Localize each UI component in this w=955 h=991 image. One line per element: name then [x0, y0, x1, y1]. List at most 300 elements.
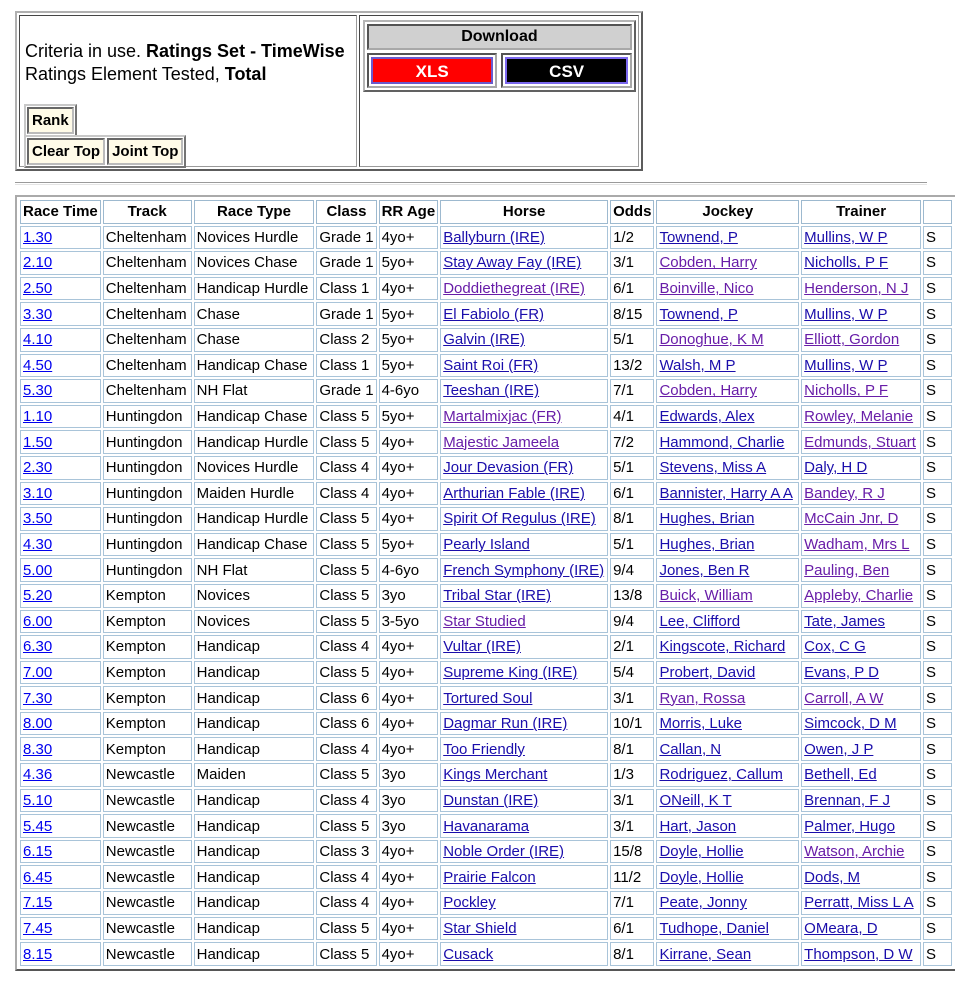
- jockey-link[interactable]: Townend, P: [659, 305, 738, 323]
- horse-cell: [440, 328, 608, 352]
- jockey-cell: [656, 226, 799, 250]
- results-table: [18, 198, 954, 968]
- horse-link[interactable]: Cusack: [443, 945, 494, 963]
- rr-age-cell: 4-6yo: [379, 558, 439, 582]
- table-row: [20, 251, 952, 275]
- jockey-link[interactable]: Walsh, M P: [659, 356, 736, 374]
- rr-age-cell: 3yo: [379, 584, 439, 608]
- rr-age-cell: 5yo+: [379, 405, 439, 429]
- col-header-rr-age: RR Age: [379, 200, 439, 224]
- race-time-link[interactable]: 1.30: [23, 228, 53, 246]
- horse-cell: [440, 942, 608, 966]
- race-time-cell: [20, 891, 101, 915]
- horse-cell: [440, 712, 608, 736]
- race-time-link[interactable]: 7.45: [23, 919, 53, 937]
- element-prefix: Ratings Element Tested,: [25, 64, 225, 84]
- extra-cell: S: [923, 482, 952, 506]
- odds-cell: 6/1: [610, 482, 654, 506]
- horse-link[interactable]: Tortured Soul: [443, 689, 533, 707]
- horse-link[interactable]: Spirit Of Regulus (IRE): [443, 510, 596, 528]
- criteria-panel: [15, 11, 643, 171]
- trainer-link[interactable]: Palmer, Hugo: [804, 817, 896, 835]
- trainer-link[interactable]: Daly, H D: [804, 459, 868, 477]
- jockey-link[interactable]: Callan, N: [659, 740, 722, 758]
- track-cell: Kempton: [103, 712, 192, 736]
- race-type-cell: Handicap Chase: [194, 354, 315, 378]
- race-time-cell: [20, 277, 101, 301]
- class-cell: Class 5: [316, 533, 376, 557]
- csv-download-button[interactable]: CSV: [505, 57, 628, 84]
- trainer-link[interactable]: Bandey, R J: [804, 484, 885, 502]
- clear-top-button[interactable]: Clear Top: [27, 138, 105, 165]
- race-time-cell: [20, 354, 101, 378]
- jockey-link[interactable]: Boinville, Nico: [659, 280, 754, 298]
- rank-box: [24, 104, 77, 137]
- extra-cell: S: [923, 533, 952, 557]
- jockey-link[interactable]: Probert, David: [659, 663, 756, 681]
- jockey-link[interactable]: Ryan, Rossa: [659, 689, 746, 707]
- race-type-cell: Handicap: [194, 865, 315, 889]
- race-time-cell: [20, 789, 101, 813]
- jockey-link[interactable]: Donoghue, K M: [659, 331, 764, 349]
- extra-cell: S: [923, 661, 952, 685]
- trainer-cell: [801, 661, 921, 685]
- element-value: Total: [224, 64, 267, 84]
- horse-link[interactable]: Stay Away Fay (IRE): [443, 254, 582, 272]
- table-row: [20, 737, 952, 761]
- jockey-cell: [656, 789, 799, 813]
- class-cell: Class 4: [316, 737, 376, 761]
- race-time-cell: [20, 558, 101, 582]
- race-time-link[interactable]: 2.10: [23, 254, 53, 272]
- trainer-link[interactable]: Carroll, A W: [804, 689, 884, 707]
- trainer-link[interactable]: Wadham, Mrs L: [804, 536, 910, 554]
- jockey-cell: [656, 635, 799, 659]
- jockey-link[interactable]: Doyle, Hollie: [659, 868, 744, 886]
- trainer-link[interactable]: Owen, J P: [804, 740, 874, 758]
- class-cell: Class 5: [316, 763, 376, 787]
- trainer-link[interactable]: Simcock, D M: [804, 715, 897, 733]
- xls-wrap: [367, 53, 498, 88]
- race-time-link[interactable]: 5.00: [23, 561, 53, 579]
- race-time-link[interactable]: 1.50: [23, 433, 53, 451]
- race-type-cell: Novices Chase: [194, 251, 315, 275]
- track-cell: Huntingdon: [103, 533, 192, 557]
- table-row: [20, 917, 952, 941]
- trainer-link[interactable]: McCain Jnr, D: [804, 510, 899, 528]
- race-time-link[interactable]: 7.30: [23, 689, 53, 707]
- class-cell: Class 4: [316, 789, 376, 813]
- trainer-link[interactable]: Edmunds, Stuart: [804, 433, 916, 451]
- results-body: [20, 226, 952, 966]
- horse-link[interactable]: Ballyburn (IRE): [443, 228, 545, 246]
- odds-cell: 15/8: [610, 840, 654, 864]
- rr-age-cell: 5yo+: [379, 251, 439, 275]
- class-cell: Class 3: [316, 840, 376, 864]
- trainer-cell: [801, 942, 921, 966]
- race-time-link[interactable]: 8.30: [23, 740, 53, 758]
- horse-cell: [440, 661, 608, 685]
- class-cell: Class 5: [316, 661, 376, 685]
- jockey-link[interactable]: Hammond, Charlie: [659, 433, 785, 451]
- jockey-link[interactable]: Morris, Luke: [659, 715, 742, 733]
- race-time-cell: [20, 456, 101, 480]
- trainer-cell: [801, 610, 921, 634]
- race-type-cell: Handicap: [194, 737, 315, 761]
- track-cell: Cheltenham: [103, 226, 192, 250]
- jockey-cell: [656, 456, 799, 480]
- trainer-link[interactable]: Nicholls, P F: [804, 254, 889, 272]
- class-cell: Grade 1: [316, 379, 376, 403]
- odds-cell: 8/15: [610, 302, 654, 326]
- rr-age-cell: 5yo+: [379, 533, 439, 557]
- trainer-link[interactable]: Perratt, Miss L A: [804, 894, 914, 912]
- trainer-cell: [801, 635, 921, 659]
- trainer-link[interactable]: Elliott, Gordon: [804, 331, 900, 349]
- race-type-cell: Novices Hurdle: [194, 226, 315, 250]
- race-type-cell: Handicap Hurdle: [194, 507, 315, 531]
- race-time-cell: [20, 328, 101, 352]
- track-cell: Newcastle: [103, 789, 192, 813]
- odds-cell: 8/1: [610, 507, 654, 531]
- jockey-link[interactable]: Buick, William: [659, 587, 753, 605]
- extra-cell: S: [923, 917, 952, 941]
- trainer-link[interactable]: Henderson, N J: [804, 280, 909, 298]
- csv-wrap: [501, 53, 632, 88]
- trainer-link[interactable]: Brennan, F J: [804, 791, 891, 809]
- table-row: [20, 430, 952, 454]
- jockey-link[interactable]: Cobden, Harry: [659, 382, 757, 400]
- trainer-link[interactable]: Mullins, W P: [804, 228, 888, 246]
- jockey-link[interactable]: Kirrane, Sean: [659, 945, 752, 963]
- class-cell: Class 5: [316, 917, 376, 941]
- race-time-link[interactable]: 5.45: [23, 817, 53, 835]
- trainer-link[interactable]: Cox, C G: [804, 638, 866, 656]
- race-time-cell: [20, 430, 101, 454]
- odds-cell: 9/4: [610, 558, 654, 582]
- race-time-link[interactable]: 4.30: [23, 536, 53, 554]
- horse-cell: [440, 482, 608, 506]
- race-time-link[interactable]: 5.30: [23, 382, 53, 400]
- extra-cell: S: [923, 354, 952, 378]
- extra-cell: S: [923, 763, 952, 787]
- rr-age-cell: 4yo+: [379, 712, 439, 736]
- download-header: Download: [367, 24, 632, 50]
- jockey-link[interactable]: Lee, Clifford: [659, 612, 741, 630]
- horse-cell: [440, 226, 608, 250]
- trainer-link[interactable]: Nicholls, P F: [804, 382, 889, 400]
- extra-cell: S: [923, 635, 952, 659]
- class-cell: Grade 1: [316, 251, 376, 275]
- track-cell: Kempton: [103, 686, 192, 710]
- rr-age-cell: 4yo+: [379, 456, 439, 480]
- odds-cell: 7/1: [610, 379, 654, 403]
- odds-cell: 2/1: [610, 635, 654, 659]
- odds-cell: 5/1: [610, 456, 654, 480]
- extra-cell: S: [923, 686, 952, 710]
- jockey-link[interactable]: ONeill, K T: [659, 791, 732, 809]
- table-row: [20, 226, 952, 250]
- horse-link[interactable]: Noble Order (IRE): [443, 843, 565, 861]
- download-cell: [359, 15, 639, 167]
- jockey-link[interactable]: Bannister, Harry A A: [659, 484, 793, 502]
- horse-link[interactable]: Havanarama: [443, 817, 530, 835]
- table-row: [20, 482, 952, 506]
- horse-cell: [440, 865, 608, 889]
- jockey-link[interactable]: Rodriguez, Callum: [659, 766, 783, 784]
- race-time-link[interactable]: 4.50: [23, 356, 53, 374]
- extra-cell: S: [923, 379, 952, 403]
- xls-download-button[interactable]: XLS: [371, 57, 494, 84]
- extra-cell: S: [923, 942, 952, 966]
- race-time-link[interactable]: 3.50: [23, 510, 53, 528]
- race-type-cell: Handicap: [194, 942, 315, 966]
- horse-link[interactable]: Star Studied: [443, 612, 526, 630]
- horse-link[interactable]: Kings Merchant: [443, 766, 548, 784]
- trainer-link[interactable]: Mullins, W P: [804, 305, 888, 323]
- horse-link[interactable]: Jour Devasion (FR): [443, 459, 574, 477]
- horse-link[interactable]: Star Shield: [443, 919, 517, 937]
- race-time-link[interactable]: 1.10: [23, 408, 53, 426]
- horse-cell: [440, 789, 608, 813]
- jockey-link[interactable]: Cobden, Harry: [659, 254, 757, 272]
- race-time-link[interactable]: 8.00: [23, 715, 53, 733]
- horse-cell: [440, 456, 608, 480]
- odds-cell: 9/4: [610, 610, 654, 634]
- joint-top-button[interactable]: Joint Top: [107, 138, 183, 165]
- class-cell: Class 4: [316, 891, 376, 915]
- horse-link[interactable]: Dunstan (IRE): [443, 791, 539, 809]
- horse-cell: [440, 840, 608, 864]
- race-time-link[interactable]: 5.10: [23, 791, 53, 809]
- rr-age-cell: 4yo+: [379, 482, 439, 506]
- horse-cell: [440, 533, 608, 557]
- trainer-link[interactable]: Dods, M: [804, 868, 861, 886]
- table-row: [20, 865, 952, 889]
- trainer-link[interactable]: Tate, James: [804, 612, 886, 630]
- jockey-link[interactable]: Hughes, Brian: [659, 510, 755, 528]
- jockey-cell: [656, 533, 799, 557]
- horse-link[interactable]: El Fabiolo (FR): [443, 305, 545, 323]
- horse-link[interactable]: French Symphony (IRE): [443, 561, 605, 579]
- horse-link[interactable]: Martalmixjac (FR): [443, 408, 562, 426]
- class-cell: Class 5: [316, 584, 376, 608]
- jockey-link[interactable]: Peate, Jonny: [659, 894, 747, 912]
- table-row: [20, 277, 952, 301]
- race-type-cell: Handicap Hurdle: [194, 277, 315, 301]
- race-type-cell: NH Flat: [194, 379, 315, 403]
- jockey-cell: [656, 558, 799, 582]
- odds-cell: 4/1: [610, 405, 654, 429]
- class-cell: Grade 1: [316, 226, 376, 250]
- trainer-link[interactable]: Evans, P D: [804, 663, 879, 681]
- trainer-link[interactable]: Pauling, Ben: [804, 561, 890, 579]
- race-time-link[interactable]: 6.45: [23, 868, 53, 886]
- race-time-link[interactable]: 5.20: [23, 587, 53, 605]
- rr-age-cell: 4yo+: [379, 737, 439, 761]
- trainer-cell: [801, 840, 921, 864]
- extra-cell: S: [923, 737, 952, 761]
- trainer-link[interactable]: Watson, Archie: [804, 843, 905, 861]
- extra-cell: S: [923, 891, 952, 915]
- odds-cell: 11/2: [610, 865, 654, 889]
- horse-link[interactable]: Dagmar Run (IRE): [443, 715, 568, 733]
- race-time-cell: [20, 226, 101, 250]
- race-time-link[interactable]: 3.10: [23, 484, 53, 502]
- jockey-link[interactable]: Doyle, Hollie: [659, 843, 744, 861]
- trainer-link[interactable]: Rowley, Melanie: [804, 408, 914, 426]
- track-cell: Newcastle: [103, 942, 192, 966]
- class-cell: Class 4: [316, 865, 376, 889]
- rr-age-cell: 4yo+: [379, 942, 439, 966]
- horse-link[interactable]: Pearly Island: [443, 536, 530, 554]
- horse-link[interactable]: Supreme King (IRE): [443, 663, 578, 681]
- horse-cell: [440, 635, 608, 659]
- table-row: [20, 507, 952, 531]
- trainer-link[interactable]: Bethell, Ed: [804, 766, 877, 784]
- rr-age-cell: 4yo+: [379, 635, 439, 659]
- race-time-cell: [20, 533, 101, 557]
- jockey-cell: [656, 430, 799, 454]
- trainer-cell: [801, 712, 921, 736]
- race-time-link[interactable]: 7.00: [23, 663, 53, 681]
- race-time-cell: [20, 482, 101, 506]
- track-cell: Cheltenham: [103, 302, 192, 326]
- table-row: [20, 789, 952, 813]
- trainer-link[interactable]: Thompson, D W: [804, 945, 913, 963]
- rr-age-cell: 4yo+: [379, 917, 439, 941]
- horse-link[interactable]: Saint Roi (FR): [443, 356, 539, 374]
- criteria-cell: [19, 15, 357, 167]
- col-header-race-time: Race Time: [20, 200, 101, 224]
- race-time-link[interactable]: 2.30: [23, 459, 53, 477]
- horse-link[interactable]: Teeshan (IRE): [443, 382, 540, 400]
- race-time-link[interactable]: 6.15: [23, 843, 53, 861]
- race-type-cell: Maiden Hurdle: [194, 482, 315, 506]
- race-time-link[interactable]: 4.10: [23, 331, 53, 349]
- track-cell: Kempton: [103, 610, 192, 634]
- class-cell: Class 5: [316, 942, 376, 966]
- jockey-link[interactable]: Tudhope, Daniel: [659, 919, 769, 937]
- extra-cell: S: [923, 251, 952, 275]
- horse-cell: [440, 737, 608, 761]
- jockey-cell: [656, 610, 799, 634]
- jockey-link[interactable]: Stevens, Miss A: [659, 459, 767, 477]
- trainer-link[interactable]: Mullins, W P: [804, 356, 888, 374]
- race-time-cell: [20, 840, 101, 864]
- rank-button[interactable]: Rank: [27, 107, 74, 134]
- race-time-link[interactable]: 6.00: [23, 612, 53, 630]
- divider: [15, 182, 927, 185]
- table-row: [20, 712, 952, 736]
- trainer-cell: [801, 456, 921, 480]
- horse-cell: [440, 686, 608, 710]
- rr-age-cell: 5yo+: [379, 302, 439, 326]
- track-cell: Newcastle: [103, 814, 192, 838]
- rr-age-cell: 4yo+: [379, 891, 439, 915]
- jockey-cell: [656, 840, 799, 864]
- track-cell: Huntingdon: [103, 405, 192, 429]
- horse-cell: [440, 302, 608, 326]
- horse-cell: [440, 379, 608, 403]
- race-type-cell: Handicap: [194, 789, 315, 813]
- jockey-link[interactable]: Townend, P: [659, 228, 738, 246]
- col-header-odds: Odds: [610, 200, 654, 224]
- horse-link[interactable]: Vultar (IRE): [443, 638, 521, 656]
- jockey-link[interactable]: Jones, Ben R: [659, 561, 750, 579]
- odds-cell: 13/8: [610, 584, 654, 608]
- class-cell: Class 6: [316, 686, 376, 710]
- trainer-link[interactable]: OMeara, D: [804, 919, 878, 937]
- trainer-cell: [801, 737, 921, 761]
- race-time-link[interactable]: 6.30: [23, 638, 53, 656]
- jockey-link[interactable]: Kingscote, Richard: [659, 638, 786, 656]
- jockey-link[interactable]: Hughes, Brian: [659, 536, 755, 554]
- horse-link[interactable]: Pockley: [443, 894, 496, 912]
- table-row: [20, 840, 952, 864]
- race-time-cell: [20, 661, 101, 685]
- odds-cell: 1/3: [610, 763, 654, 787]
- race-time-link[interactable]: 7.15: [23, 894, 53, 912]
- extra-cell: S: [923, 610, 952, 634]
- rr-age-cell: 4yo+: [379, 430, 439, 454]
- class-cell: Grade 1: [316, 302, 376, 326]
- horse-link[interactable]: Arthurian Fable (IRE): [443, 484, 585, 502]
- horse-link[interactable]: Too Friendly: [443, 740, 525, 758]
- trainer-cell: [801, 379, 921, 403]
- jockey-link[interactable]: Hart, Jason: [659, 817, 737, 835]
- track-cell: Kempton: [103, 584, 192, 608]
- horse-link[interactable]: Galvin (IRE): [443, 331, 525, 349]
- race-type-cell: Novices: [194, 610, 315, 634]
- rr-age-cell: 4-6yo: [379, 379, 439, 403]
- odds-cell: 3/1: [610, 789, 654, 813]
- extra-cell: S: [923, 789, 952, 813]
- col-header-jockey: Jockey: [656, 200, 799, 224]
- table-row: [20, 942, 952, 966]
- class-cell: Class 4: [316, 635, 376, 659]
- rr-age-cell: 3yo: [379, 814, 439, 838]
- race-time-cell: [20, 405, 101, 429]
- jockey-link[interactable]: Edwards, Alex: [659, 408, 755, 426]
- odds-cell: 3/1: [610, 251, 654, 275]
- race-time-link[interactable]: 4.36: [23, 766, 53, 784]
- jockey-cell: [656, 354, 799, 378]
- race-time-link[interactable]: 2.50: [23, 280, 53, 298]
- top-buttons-box: [24, 135, 186, 168]
- jockey-cell: [656, 251, 799, 275]
- horse-link[interactable]: Prairie Falcon: [443, 868, 536, 886]
- col-header-trainer: Trainer: [801, 200, 921, 224]
- jockey-cell: [656, 277, 799, 301]
- class-cell: Class 4: [316, 482, 376, 506]
- track-cell: Newcastle: [103, 865, 192, 889]
- ratings-set-value: Ratings Set - TimeWise: [146, 41, 345, 61]
- horse-link[interactable]: Majestic Jameela: [443, 433, 560, 451]
- table-row: [20, 763, 952, 787]
- extra-cell: S: [923, 226, 952, 250]
- rr-age-cell: 3yo: [379, 763, 439, 787]
- trainer-link[interactable]: Appleby, Charlie: [804, 587, 914, 605]
- race-time-cell: [20, 379, 101, 403]
- race-time-link[interactable]: 8.15: [23, 945, 53, 963]
- horse-cell: [440, 610, 608, 634]
- track-cell: Huntingdon: [103, 482, 192, 506]
- odds-cell: 7/2: [610, 430, 654, 454]
- horse-link[interactable]: Tribal Star (IRE): [443, 587, 551, 605]
- horse-link[interactable]: Doddiethegreat (IRE): [443, 280, 585, 298]
- race-time-link[interactable]: 3.30: [23, 305, 53, 323]
